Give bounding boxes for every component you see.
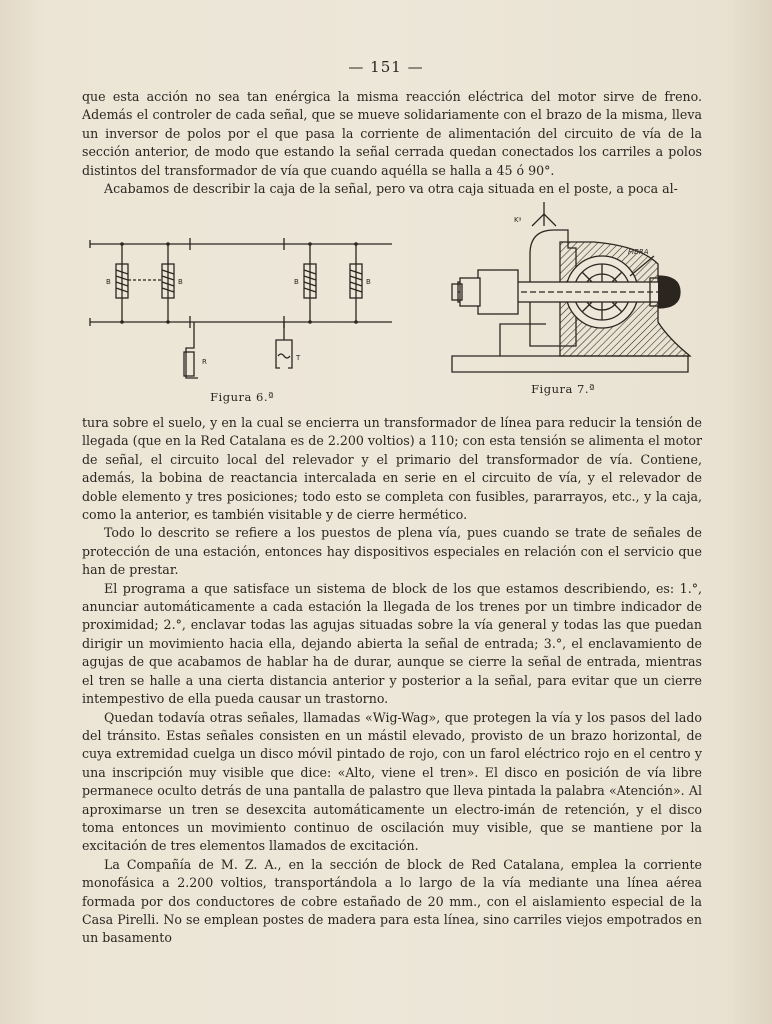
page-number: — 151 — [348, 58, 424, 76]
figure-7-mechanical-section [418, 196, 708, 406]
bottom-text-block [82, 414, 702, 948]
paragraph: Todo lo descrito se refiere a los puestos de plena vía, pues cuando se trate de señales de protección de una estación, entonces hay dispositivos especiales en relación con el servicio que han de prestar. [82, 525, 702, 578]
figure-6-circuit-diagram [84, 228, 400, 404]
figure-7-caption: Figura 7.ª [531, 382, 595, 396]
mechanical-section-drawing [418, 196, 708, 378]
coil-label: B [366, 278, 371, 286]
fibra-label: FIBRA [628, 248, 649, 256]
paragraph: Acabamos de describir la caja de la señal, pero va otra caja situada en el poste, a poca al- [104, 181, 678, 197]
paragraph: Quedan todavía otras señales, llamadas «Wig-Wag», que protegen la vía y los pasos del lado del tránsito. Estas señales consisten en un mástil elevado, provisto de un brazo horizontal, de cuya extremidad cuelga un disco móvil pintado de rojo, con un farol eléctrico rojo en el centro y una inscripción muy visible que dice: «Alto, viene el tren». El disco en posición de vía libre permanece oculto detrás de una pantalla de palastro que lleva pintada la palabra «Atención». Al aproximarse un tren se desexcita automáticamente un electro-imán de retención, y el disco toma entonces un movimiento continuo de oscilación muy visible, que se mantiene por la excitación de tres elementos llamados de excitación. [82, 709, 702, 854]
figure-6-caption: Figura 6.ª [210, 390, 274, 404]
paragraph: El programa a que satisface un sistema de block de los que estamos describiendo, es: 1.°, anunciar automáticamente a cada estación la llegada de los trenes por un timbre indicador de proximidad; 2.°, enclavar todas las agujas situadas sobre la vía general y todas las que puedan dirigir un movimiento hacia ella, dejando abierta la señal de entrada; 3.°, el enclavamiento de agujas de que acabamos de hablar ha de durar, aunque se cierre la señal de entrada, mientras el tren se halle a una cierta distancia anterior y posterior a la señal, para evitar que un cierre intempestivo de ella pueda causar un trastorno. [82, 580, 702, 707]
top-text-block [82, 88, 702, 198]
paragraph: La Compañía de M. Z. A., en la sección de block de Red Catalana, emplea la corriente monofásica a 2.200 voltios, transportándola a lo largo de la vía mediante una línea aérea formada por dos conductores de cobre estañado de 20 mm., con el aislamiento especial de la Casa Pirelli. No se emplean postes de madera para esta línea, sino carriles viejos empotrados en un basamento [82, 856, 702, 946]
measure-label: Kᵍ [514, 216, 522, 224]
circuit-diagram-drawing [84, 228, 400, 388]
coil-label: B [106, 278, 111, 286]
relay-label: R [202, 358, 207, 366]
paragraph: que esta acción no sea tan enérgica la misma reacción eléctrica del motor sirve de freno. Además el controler de cada señal, que se mueve solidariamente con el brazo de la misma, lleva un inversor de polos por el que pasa la corriente de alimentación del circuito de vía de la sección anterior, de modo que estando la señal cerrada quedan conectados los carriles a polos distintos del transformador de vía que cuando aquélla se halla a 45 ó 90°. [82, 89, 702, 178]
coil-label: B [294, 278, 299, 286]
transformer-label: T [296, 354, 301, 362]
paragraph: tura sobre el suelo, y en la cual se encierra un transformador de línea para reducir la tensión de llegada (que en la Red Catalana es de 2.200 voltios) a 110; con esta tensión se alimenta el motor de señal, el circuito local del relevador y el primario del transformador de vía. Contiene, además, la bobina de reactancia intercalada en serie en el circuito de vía, y el relevador de doble elemento y tres posiciones; todo esto se completa con fusibles, pararrayos, etc., y la caja, como la anterior, es también visitable y de cierre hermético. [82, 415, 702, 523]
coil-label: B [178, 278, 183, 286]
